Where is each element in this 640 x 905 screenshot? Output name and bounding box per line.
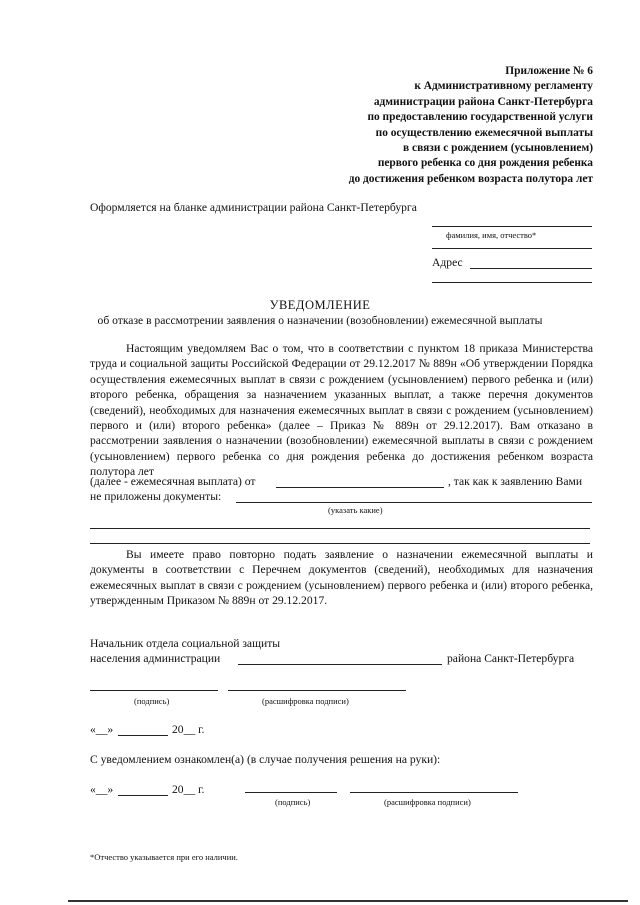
docs-line-2	[90, 528, 590, 529]
decode-line	[228, 690, 406, 691]
appendix-line: в связи с рождением (усыновлением)	[403, 142, 593, 155]
ack-date-year: 20__ г.	[172, 783, 205, 796]
sign-date-month-line	[118, 735, 168, 736]
ack-date-month-line	[118, 795, 168, 796]
appendix-line: администрации района Санкт-Петербурга	[373, 95, 593, 108]
sign-label: (подпись)	[134, 696, 170, 706]
appendix-title: Приложение № 6	[505, 65, 593, 77]
head-title-1: Начальник отдела социальной защиты	[90, 637, 281, 650]
decode-label: (расшифровка подписи)	[262, 696, 349, 706]
docs-line	[236, 502, 592, 503]
appendix-line: по осуществлению ежемесячной выплаты	[375, 126, 593, 139]
blank-note: Оформляется на бланке администрации района Санкт-Петербурга	[90, 201, 417, 214]
appendix-line: к Административному регламенту	[414, 80, 593, 93]
ack-sign-label: (подпись)	[275, 797, 311, 807]
head-name-line	[238, 664, 442, 665]
document-title: УВЕДОМЛЕНИЕ	[269, 298, 371, 312]
fio-line	[432, 226, 592, 227]
acknowledgement-text: С уведомлением ознакомлен(а) (в случае получения решения на руки):	[90, 753, 441, 766]
docs-label: не приложены документы:	[90, 490, 222, 503]
document-subtitle: об отказе в рассмотрении заявления о назначении (возобновлении) ежемесячной выплаты	[97, 314, 543, 327]
sign-date-open: «__»	[90, 723, 114, 736]
fio-label: фамилия, имя, отчество*	[446, 230, 537, 240]
sign-date-year: 20__ г.	[172, 723, 205, 736]
docs-line-3	[90, 543, 590, 544]
ack-decode-label: (расшифровка подписи)	[384, 797, 471, 807]
address-line	[470, 268, 592, 269]
ack-date-open: «__»	[90, 783, 114, 796]
date-from-line	[276, 487, 444, 488]
page-edge-line	[68, 900, 628, 902]
appendix-line: по предоставлению государственной услуги	[367, 111, 593, 124]
district-label: района Санкт-Петербурга	[447, 652, 575, 665]
main-paragraph: Настоящим уведомляем Вас о том, что в соответствии с пунктом 18 приказа Министерства труда и социальной защиты Российской Федерации от 29.12.2017 № 889н «Об утверждении Порядка осуществления ежемесячных выплат в связи с рождением (усыновлением) первого ребенка и (или) второго ребенка, обращения за назначением указанных выплат, а также перечня документов (сведений), необходимых для назначения ежемесячных выплат в связи с рождением (усыновлением) первого и (или) второго ребенка» (далее – Приказ № 889н от 29.12.2017). Вам отказано в рассмотрении заявления о назначении (возобновлении) ежемесячной выплаты в связи с рождением (усыновлением) первого ребенка со дня рождения ребенка до достижения ребенком возраста полутора лет	[90, 342, 593, 479]
sign-line	[90, 690, 218, 691]
appendix-line: первого ребенка со дня рождения ребенка	[377, 157, 593, 170]
address-line-2	[432, 282, 592, 283]
ack-decode-line	[350, 792, 518, 793]
address-label: Адрес	[432, 256, 463, 269]
rights-paragraph: Вы имеете право повторно подать заявление о назначении ежемесячной выплаты и документы в соответствии с Перечнем документов (сведений), необходимых для назначения ежемесячных выплат в связи с рождением (усыновлением) первого ребенка и (или) второго ребенка, утвержденным Приказом № 889н от 29.12.2017.	[90, 548, 593, 608]
line-from-label: (далее - ежемесячная выплата) от	[90, 475, 256, 488]
footnote: *Отчество указывается при его наличии.	[90, 852, 238, 862]
appendix-line: до достижения ребенком возраста полутора лет	[348, 172, 593, 185]
line-from-tail: , так как к заявлению Вами	[448, 475, 583, 488]
specify-label: (указать какие)	[328, 505, 383, 515]
ack-sign-line	[245, 792, 337, 793]
appendix-header	[213, 64, 593, 187]
head-title-2: населения администрации	[90, 652, 221, 665]
recipient-line	[432, 248, 592, 249]
